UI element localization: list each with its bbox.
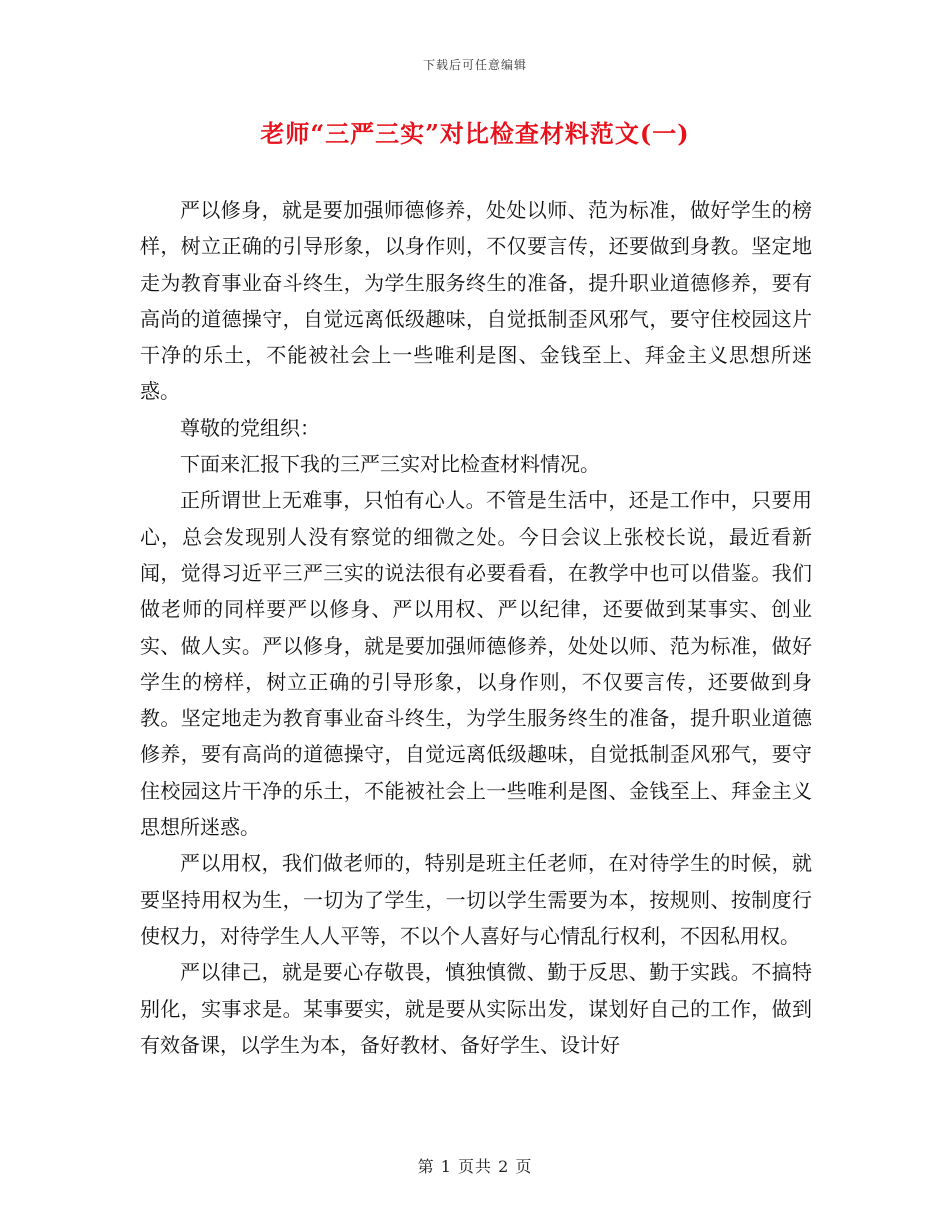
paragraph-6: 严以律己，就是要心存敬畏，慎独慎微、勤于反思、勤于实践。不搞特别化，实事求是。某事要实，就是要从实际出发，谋划好自己的工作，做到有效备课，以学生为本，备好教材、备好学生、设计好: [140, 960, 812, 1057]
header-note: 下载后可任意编辑: [422, 58, 527, 72]
document-body: [140, 192, 812, 1063]
paragraph-4: 正所谓世上无难事，只怕有心人。不管是生活中，还是工作中，只要用心，总会发现别人没有察觉的细微之处。今日会议上张校长说，最近看新闻，觉得习近平三严三实的说法很有必要看看，在教学中也可以借鉴。我们做老师的同样要严以修身、严以用权、严以纪律，还要做到某事实、创业实、做人实。严以修身，就是要加强师德修养，处处以师、范为标准，做好学生的榜样，树立正确的引导形象，以身作则，不仅要言传，还要做到身教。坚定地走为教育事业奋斗终生，为学生服务终生的准备，提升职业道德修养，要有高尚的道德操守，自觉远离低级趣味，自觉抵制歪风邪气，要守住校园这片干净的乐土，不能被社会上一些唯利是图、金钱至上、拜金主义思想所迷惑。: [140, 488, 812, 840]
paragraph-3: 下面来汇报下我的三严三实对比检查材料情况。: [180, 452, 600, 477]
paragraph-2: 尊敬的党组织：: [180, 415, 320, 440]
page-indicator: 第 1 页共 2 页: [417, 1157, 533, 1176]
paragraph-1: 严以修身，就是要加强师德修养，处处以师、范为标准，做好学生的榜样，树立正确的引导形象，以身作则，不仅要言传，还要做到身教。坚定地走为教育事业奋斗终生，为学生服务终生的准备，提升职业道德修养，要有高尚的道德操守，自觉远离低级趣味，自觉抵制歪风邪气，要守住校园这片干净的乐土，不能被社会上一些唯利是图、金钱至上、拜金主义思想所迷惑。: [140, 198, 812, 404]
document-title: 老师“三严三实”对比检查材料范文(一): [260, 119, 690, 148]
paragraph-5: 严以用权，我们做老师的，特别是班主任老师，在对待学生的时候，就要坚持用权为生，一切为了学生，一切以学生需要为本，按规则、按制度行使权力，对待学生人人平等，不以个人喜好与心情乱行权利，不因私用权。: [140, 851, 812, 948]
